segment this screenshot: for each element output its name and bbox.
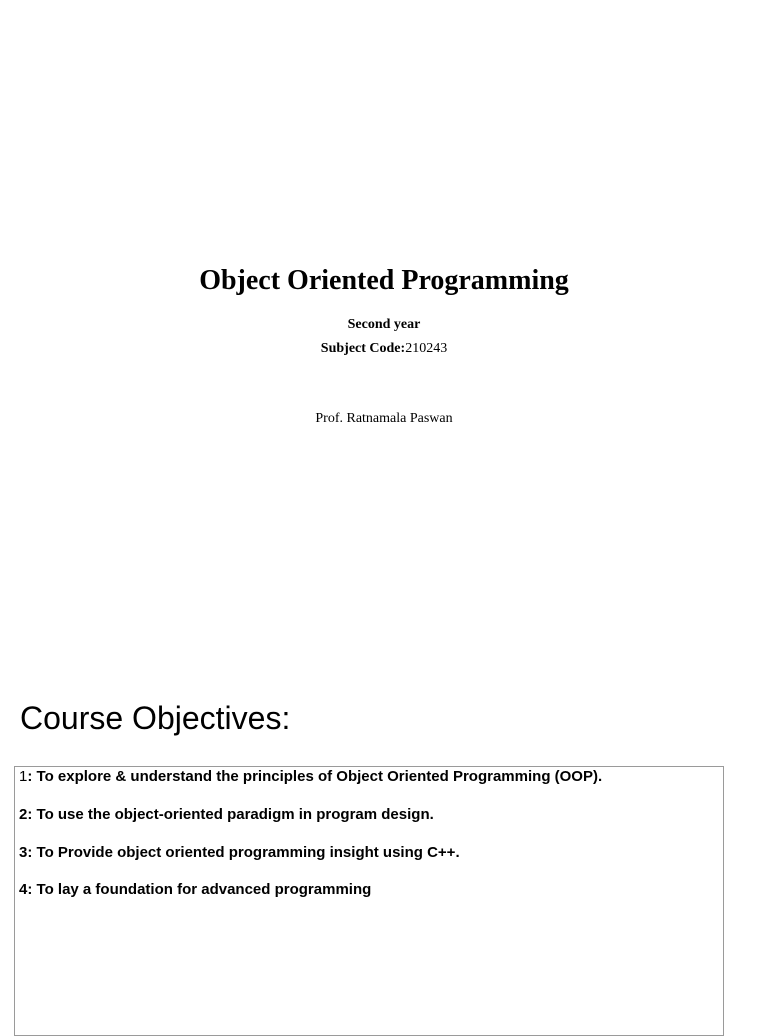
objectives-heading: Course Objectives: xyxy=(20,700,291,736)
page-title: Object Oriented Programming xyxy=(199,265,569,296)
subject-code-label: Subject Code: xyxy=(320,341,406,356)
professor-name: Prof. Ratnamala Paswan xyxy=(315,411,453,426)
objective-number: 1 xyxy=(19,768,28,785)
objective-text: To use the object-oriented paradigm in program design. xyxy=(36,806,434,823)
objective-number: 3 xyxy=(19,844,28,861)
objective-item: 2: To use the object-oriented paradigm in program design. xyxy=(19,806,434,823)
course-year: Second year xyxy=(347,317,421,332)
objective-item: 4: To lay a foundation for advanced programming xyxy=(19,881,372,898)
objectives-box xyxy=(14,766,724,1036)
objective-item: 3: To Provide object oriented programming insight using C++. xyxy=(19,844,460,861)
objective-text: To explore & understand the principles of Object Oriented Programming (OOP). xyxy=(36,768,603,785)
objective-item: 1: To explore & understand the principles of Object Oriented Programming (OOP). xyxy=(19,768,603,785)
objective-number: 4 xyxy=(19,881,28,898)
subject-code xyxy=(0,339,768,359)
subject-code-value: 210243 xyxy=(405,341,448,356)
objective-text: To Provide object oriented programming insight using C++. xyxy=(36,844,460,861)
objective-number: 2 xyxy=(19,806,28,823)
objective-text: To lay a foundation for advanced programming xyxy=(36,881,372,898)
